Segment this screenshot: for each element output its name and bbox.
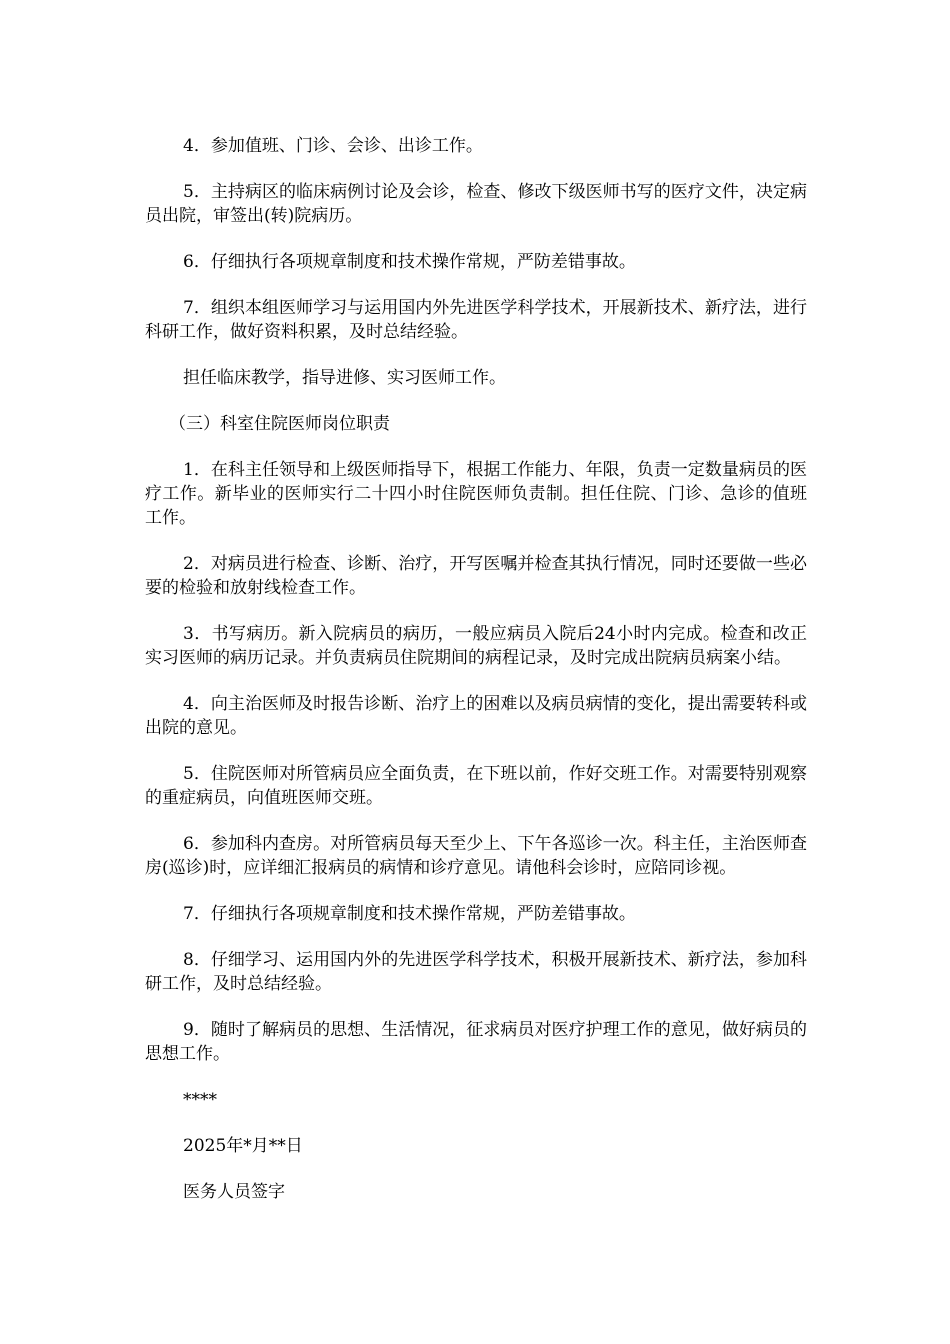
duty-item: 5．住院医师对所管病员应全面负责，在下班以前，作好交班工作。对需要特别观察的重症病员，向值班医师交班。 (145, 764, 807, 808)
duty-item: 1．在科主任领导和上级医师指导下，根据工作能力、年限，负责一定数量病员的医疗工作。新毕业的医师实行二十四小时住院医师负责制。担任住院、门诊、急诊的值班工作。 (145, 460, 807, 528)
signature-date: 2025年*月**日 (183, 1136, 303, 1156)
paragraph: 4．参加值班、门诊、会诊、出诊工作。 (183, 136, 483, 156)
signature-label: 医务人员签字 (183, 1182, 285, 1202)
duty-item: 4．向主治医师及时报告诊断、治疗上的困难以及病员病情的变化，提出需要转科或出院的意见。 (145, 694, 807, 738)
duty-item: 9．随时了解病员的思想、生活情况，征求病员对医疗护理工作的意见，做好病员的思想工作。 (145, 1020, 807, 1064)
duty-item: 8．仔细学习、运用国内外的先进医学科学技术，积极开展新技术、新疗法，参加科研工作，及时总结经验。 (145, 950, 807, 994)
duty-item: 6．参加科内查房。对所管病员每天至少上、下午各巡诊一次。科主任，主治医师查房(巡诊)时，应详细汇报病员的病情和诊疗意见。请他科会诊时，应陪同诊视。 (145, 834, 807, 878)
section-heading: （三）科室住院医师岗位职责 (169, 414, 390, 434)
duty-item: 7．仔细执行各项规章制度和技术操作常规，严防差错事故。 (183, 904, 636, 924)
paragraph: 6．仔细执行各项规章制度和技术操作常规，严防差错事故。 (183, 252, 636, 272)
paragraph: 7．组织本组医师学习与运用国内外先进医学科学技术，开展新技术、新疗法，进行科研工作，做好资料积累，及时总结经验。 (145, 298, 807, 342)
duty-item: 2．对病员进行检查、诊断、治疗，开写医嘱并检查其执行情况，同时还要做一些必要的检验和放射线检查工作。 (145, 554, 807, 598)
paragraph: 5．主持病区的临床病例讨论及会诊，检查、修改下级医师书写的医疗文件，决定病员出院，审签出(转)院病历。 (145, 182, 807, 226)
paragraph: 担任临床教学，指导进修、实习医师工作。 (183, 368, 506, 388)
document-page (145, 134, 807, 1226)
signature-name: **** (183, 1090, 217, 1110)
duty-item: 3．书写病历。新入院病员的病历，一般应病员入院后24小时内完成。检查和改正实习医师的病历记录。并负责病员住院期间的病程记录，及时完成出院病员病案小结。 (145, 624, 807, 668)
